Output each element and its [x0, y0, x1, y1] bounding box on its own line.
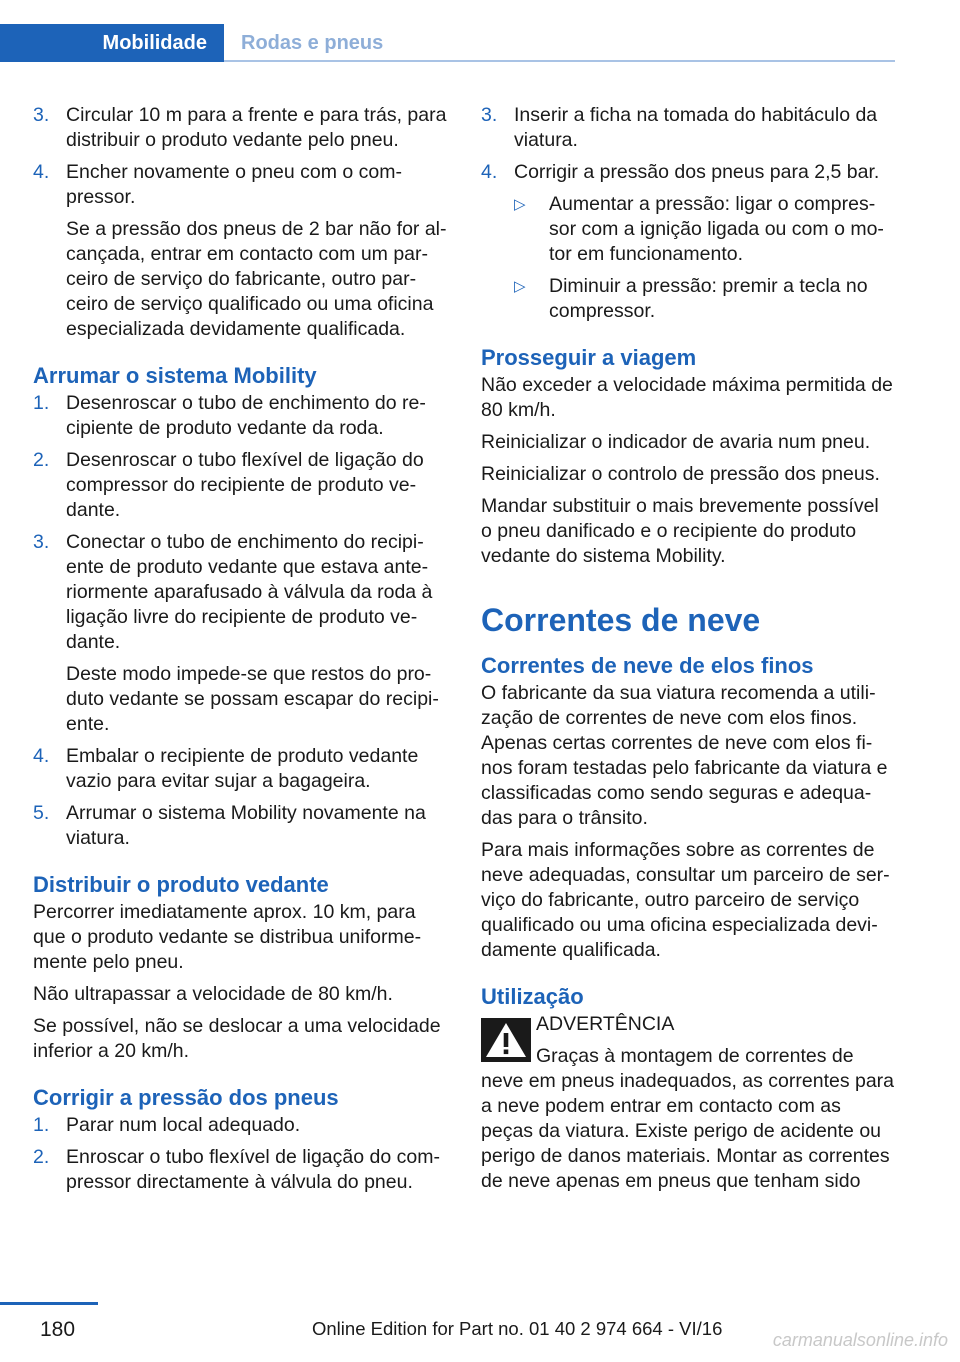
right-column	[481, 103, 895, 1194]
paragraph: Mandar substituir o mais brevemente possível o pneu danificado e o recipiente do produto vedante do sistema Mobility.	[481, 495, 879, 567]
list-item	[33, 448, 450, 523]
list-number: 3.	[481, 104, 498, 126]
section-heading-elos-finos: Correntes de neve de elos finos	[481, 653, 814, 678]
triangle-right-icon: ▷	[514, 278, 526, 295]
list-text: Embalar o recipiente de produto vedante vazio para evitar sujar a bagageira.	[66, 745, 419, 792]
section-heading-distribuir: Distribuir o produto vedante	[33, 872, 329, 897]
bullet-text: Aumentar a pressão: ligar o compressor com a ignição ligada ou com o motor em funcionamento.	[549, 193, 884, 265]
list-item	[33, 530, 450, 737]
paragraph: Não exceder a velocidade máxima permitida de 80 km/h.	[481, 374, 893, 421]
section-heading-corrigir: Corrigir a pressão dos pneus	[33, 1085, 339, 1110]
bullet-item	[481, 192, 895, 267]
list-text: Parar num local adequado.	[66, 1114, 301, 1136]
list-note: Se a pressão dos pneus de 2 bar não for alcançada, entrar em contacto com um parceiro de serviço do fabricante, outro parceiro de serviço qualificado ou uma oficina especializada devidamente qualificada.	[66, 218, 447, 340]
list-text: Encher novamente o pneu com o compressor.	[66, 161, 403, 208]
warning-label: ADVERTÊNCIA	[536, 1013, 675, 1035]
warning-text-head: Graças à montagem de correntes de	[536, 1045, 854, 1067]
list-text: Corrigir a pressão dos pneus para 2,5 bar.	[514, 161, 880, 183]
list-text: Desenroscar o tubo flexível de ligação do compressor do recipiente de produto vedante.	[66, 449, 424, 521]
list-item	[33, 801, 450, 851]
list-number: 4.	[481, 161, 498, 183]
list-number: 3.	[33, 531, 50, 553]
list-note: Deste modo impede-se que restos do produto vedante se possam escapar do recipiente.	[66, 663, 439, 735]
chapter-title: Correntes de neve	[481, 602, 761, 638]
list-item	[33, 1113, 450, 1138]
paragraph: O fabricante da sua viatura recomenda a utilização de correntes de neve com elos finos. Apenas certas correntes de neve com elos finos foram testadas pelo fabricante da viatura e classificadas como sendo seguras e adequadas para o trânsito.	[481, 682, 888, 829]
section-tab: Mobilidade	[0, 24, 224, 62]
paragraph: Se possível, não se deslocar a uma velocidade inferior a 20 km/h.	[33, 1015, 441, 1062]
warning-block	[481, 1012, 895, 1194]
section-heading-prosseguir: Prosseguir a viagem	[481, 345, 697, 370]
list-number: 2.	[33, 449, 50, 471]
warning-text: neve em pneus inadequados, as correntes para a neve podem entrar em contacto com as peças da viatura. Existe perigo de acidente ou perigo de danos materiais. Montar as correntes de neve apenas em pneus que tenham sido	[481, 1070, 895, 1192]
bullet-text: Diminuir a pressão: premir a tecla no compressor.	[549, 275, 868, 322]
section-heading-utilizacao: Utilização	[481, 984, 584, 1009]
list-number: 4.	[33, 161, 50, 183]
subsection-tab: Rodas e pneus	[241, 31, 384, 54]
section-heading-arrumar: Arrumar o sistema Mobility	[33, 363, 317, 388]
list-number: 1.	[33, 1114, 50, 1136]
watermark: carmanualsonline.info	[772, 1330, 948, 1350]
paragraph: Não ultrapassar a velocidade de 80 km/h.	[33, 983, 393, 1005]
list-text: Desenroscar o tubo de enchimento do recipiente de produto vedante da roda.	[66, 392, 426, 439]
warning-triangle-icon	[481, 1018, 531, 1062]
edition-note: Online Edition for Part no. 01 40 2 974 664 - VI/16	[312, 1318, 723, 1339]
list-item	[33, 103, 450, 153]
list-item	[33, 1145, 450, 1195]
bullet-item	[481, 274, 895, 324]
page-header	[0, 0, 960, 62]
list-text: Circular 10 m para a frente e para trás, para distribuir o produto vedante pelo pneu.	[66, 104, 447, 151]
list-item	[33, 160, 450, 342]
triangle-right-icon: ▷	[514, 196, 526, 213]
paragraph: Reinicializar o controlo de pressão dos pneus.	[481, 463, 880, 485]
paragraph: Reinicializar o indicador de avaria num pneu.	[481, 431, 871, 453]
warning-text-block	[536, 1012, 895, 1069]
paragraph: Percorrer imediatamente aprox. 10 km, para que o produto vedante se distribua uniformemente pelo pneu.	[33, 901, 422, 973]
warning-header	[481, 1012, 895, 1069]
list-item	[33, 391, 450, 441]
list-body	[66, 530, 450, 737]
list-number: 3.	[33, 104, 50, 126]
list-text: Arrumar o sistema Mobility novamente na viatura.	[66, 802, 426, 849]
list-text: Conectar o tubo de enchimento do recipiente de produto vedante que estava anteriormente aparafusado à válvula da roda à ligação livre do recipiente de produto vedante.	[66, 531, 433, 653]
list-body	[66, 160, 450, 342]
footer-divider	[0, 1302, 98, 1305]
list-number: 1.	[33, 392, 50, 414]
page-number: 180	[40, 1318, 76, 1341]
list-number: 4.	[33, 745, 50, 767]
list-item	[481, 103, 895, 153]
list-text: Inserir a ficha na tomada do habitáculo da viatura.	[514, 104, 878, 151]
list-text: Enroscar o tubo flexível de ligação do compressor directamente à válvula do pneu.	[66, 1146, 440, 1193]
list-item	[33, 744, 450, 794]
left-column	[33, 103, 450, 1202]
list-item	[481, 160, 895, 185]
list-number: 5.	[33, 802, 50, 824]
paragraph: Para mais informações sobre as correntes de neve adequadas, consultar um parceiro de serviço do fabricante, outro parceiro de serviço qualificado ou uma oficina especializada devidamente qualificada.	[481, 839, 890, 961]
list-number: 2.	[33, 1146, 50, 1168]
header-divider	[224, 60, 895, 62]
